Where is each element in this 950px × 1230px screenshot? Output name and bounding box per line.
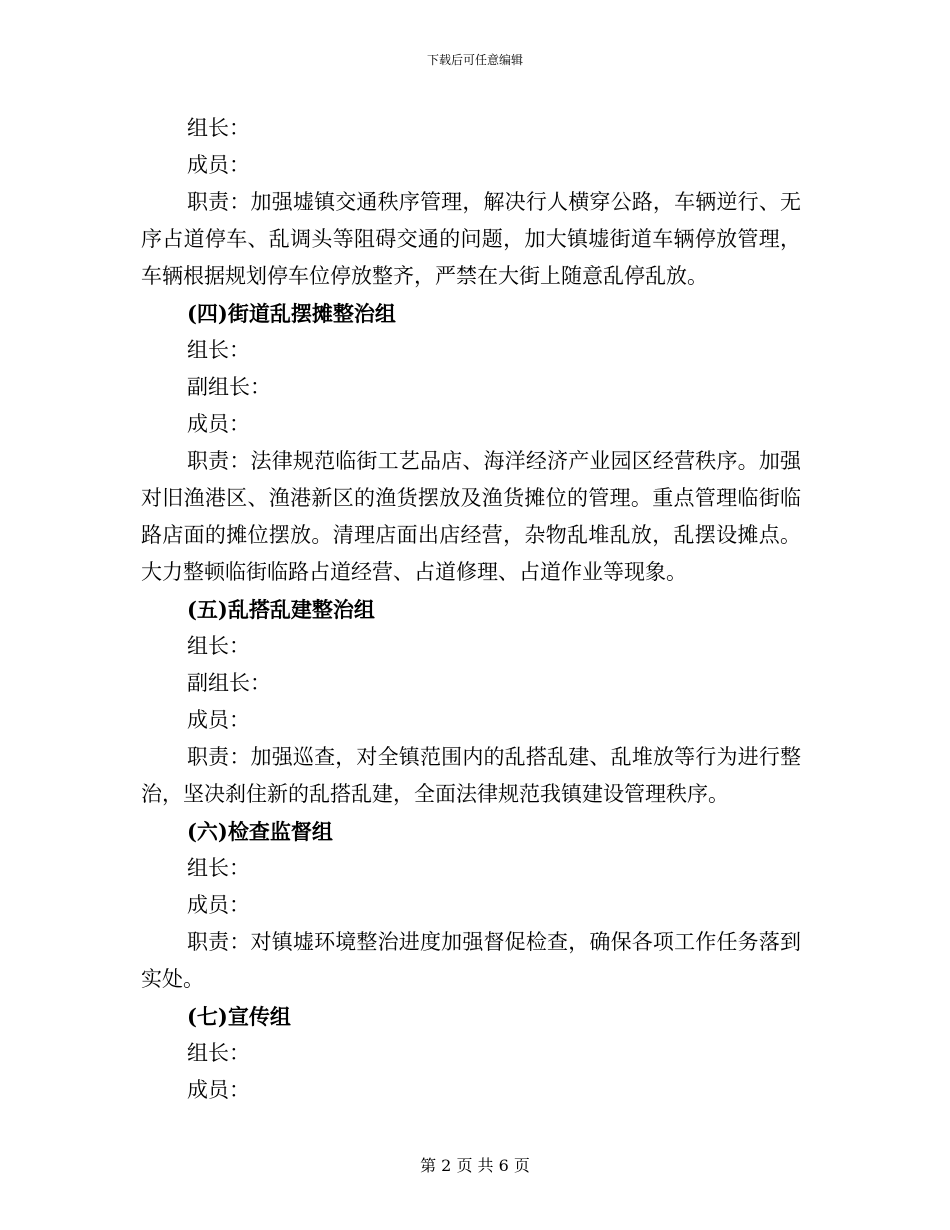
leader-line: 组长：: [187, 338, 250, 362]
document-body: [141, 110, 801, 1109]
duty-paragraph: 职责：法律规范临街工艺品店、海洋经济产业园区经营秩序。加强对旧渔港区、渔港新区的渔货摆放及渔货摊位的管理。重点管理临街临路店面的摊位摆放。清理店面出店经营，杂物乱堆乱放，乱摆设摊点。大力整顿临街临路占道经营、占道修理、占道作业等现象。: [141, 449, 801, 584]
deputy-leader-line: 副组长：: [187, 671, 271, 695]
page-number-footer: 第 2 页 共 6 页: [420, 1156, 530, 1175]
members-line: 成员：: [187, 1078, 250, 1102]
page-header: 下载后可任意编辑: [426, 53, 523, 67]
leader-line: 组长：: [187, 116, 250, 140]
section-heading-5: (五)乱搭乱建整治组: [187, 597, 375, 622]
leader-line: 组长：: [187, 856, 250, 880]
members-line: 成员：: [187, 708, 250, 732]
section-heading-6: (六)检查监督组: [187, 819, 333, 844]
members-line: 成员：: [187, 893, 250, 917]
deputy-leader-line: 副组长：: [187, 375, 271, 399]
duty-paragraph: 职责：加强墟镇交通秩序管理，解决行人横穿公路，车辆逆行、无序占道停车、乱调头等阻碍交通的问题，加大镇墟街道车辆停放管理，车辆根据规划停车位停放整齐，严禁在大街上随意乱停乱放。: [141, 190, 801, 288]
duty-paragraph: 职责：对镇墟环境整治进度加强督促检查，确保各项工作任务落到实处。: [141, 930, 801, 991]
members-line: 成员：: [187, 412, 250, 436]
leader-line: 组长：: [187, 1041, 250, 1065]
section-heading-4: (四)街道乱摆摊整治组: [187, 301, 396, 326]
members-line: 成员：: [187, 153, 250, 177]
leader-line: 组长：: [187, 634, 250, 658]
section-heading-7: (七)宣传组: [187, 1004, 291, 1029]
duty-paragraph: 职责：加强巡查，对全镇范围内的乱搭乱建、乱堆放等行为进行整治，坚决刹住新的乱搭乱建，全面法律规范我镇建设管理秩序。: [141, 745, 801, 806]
